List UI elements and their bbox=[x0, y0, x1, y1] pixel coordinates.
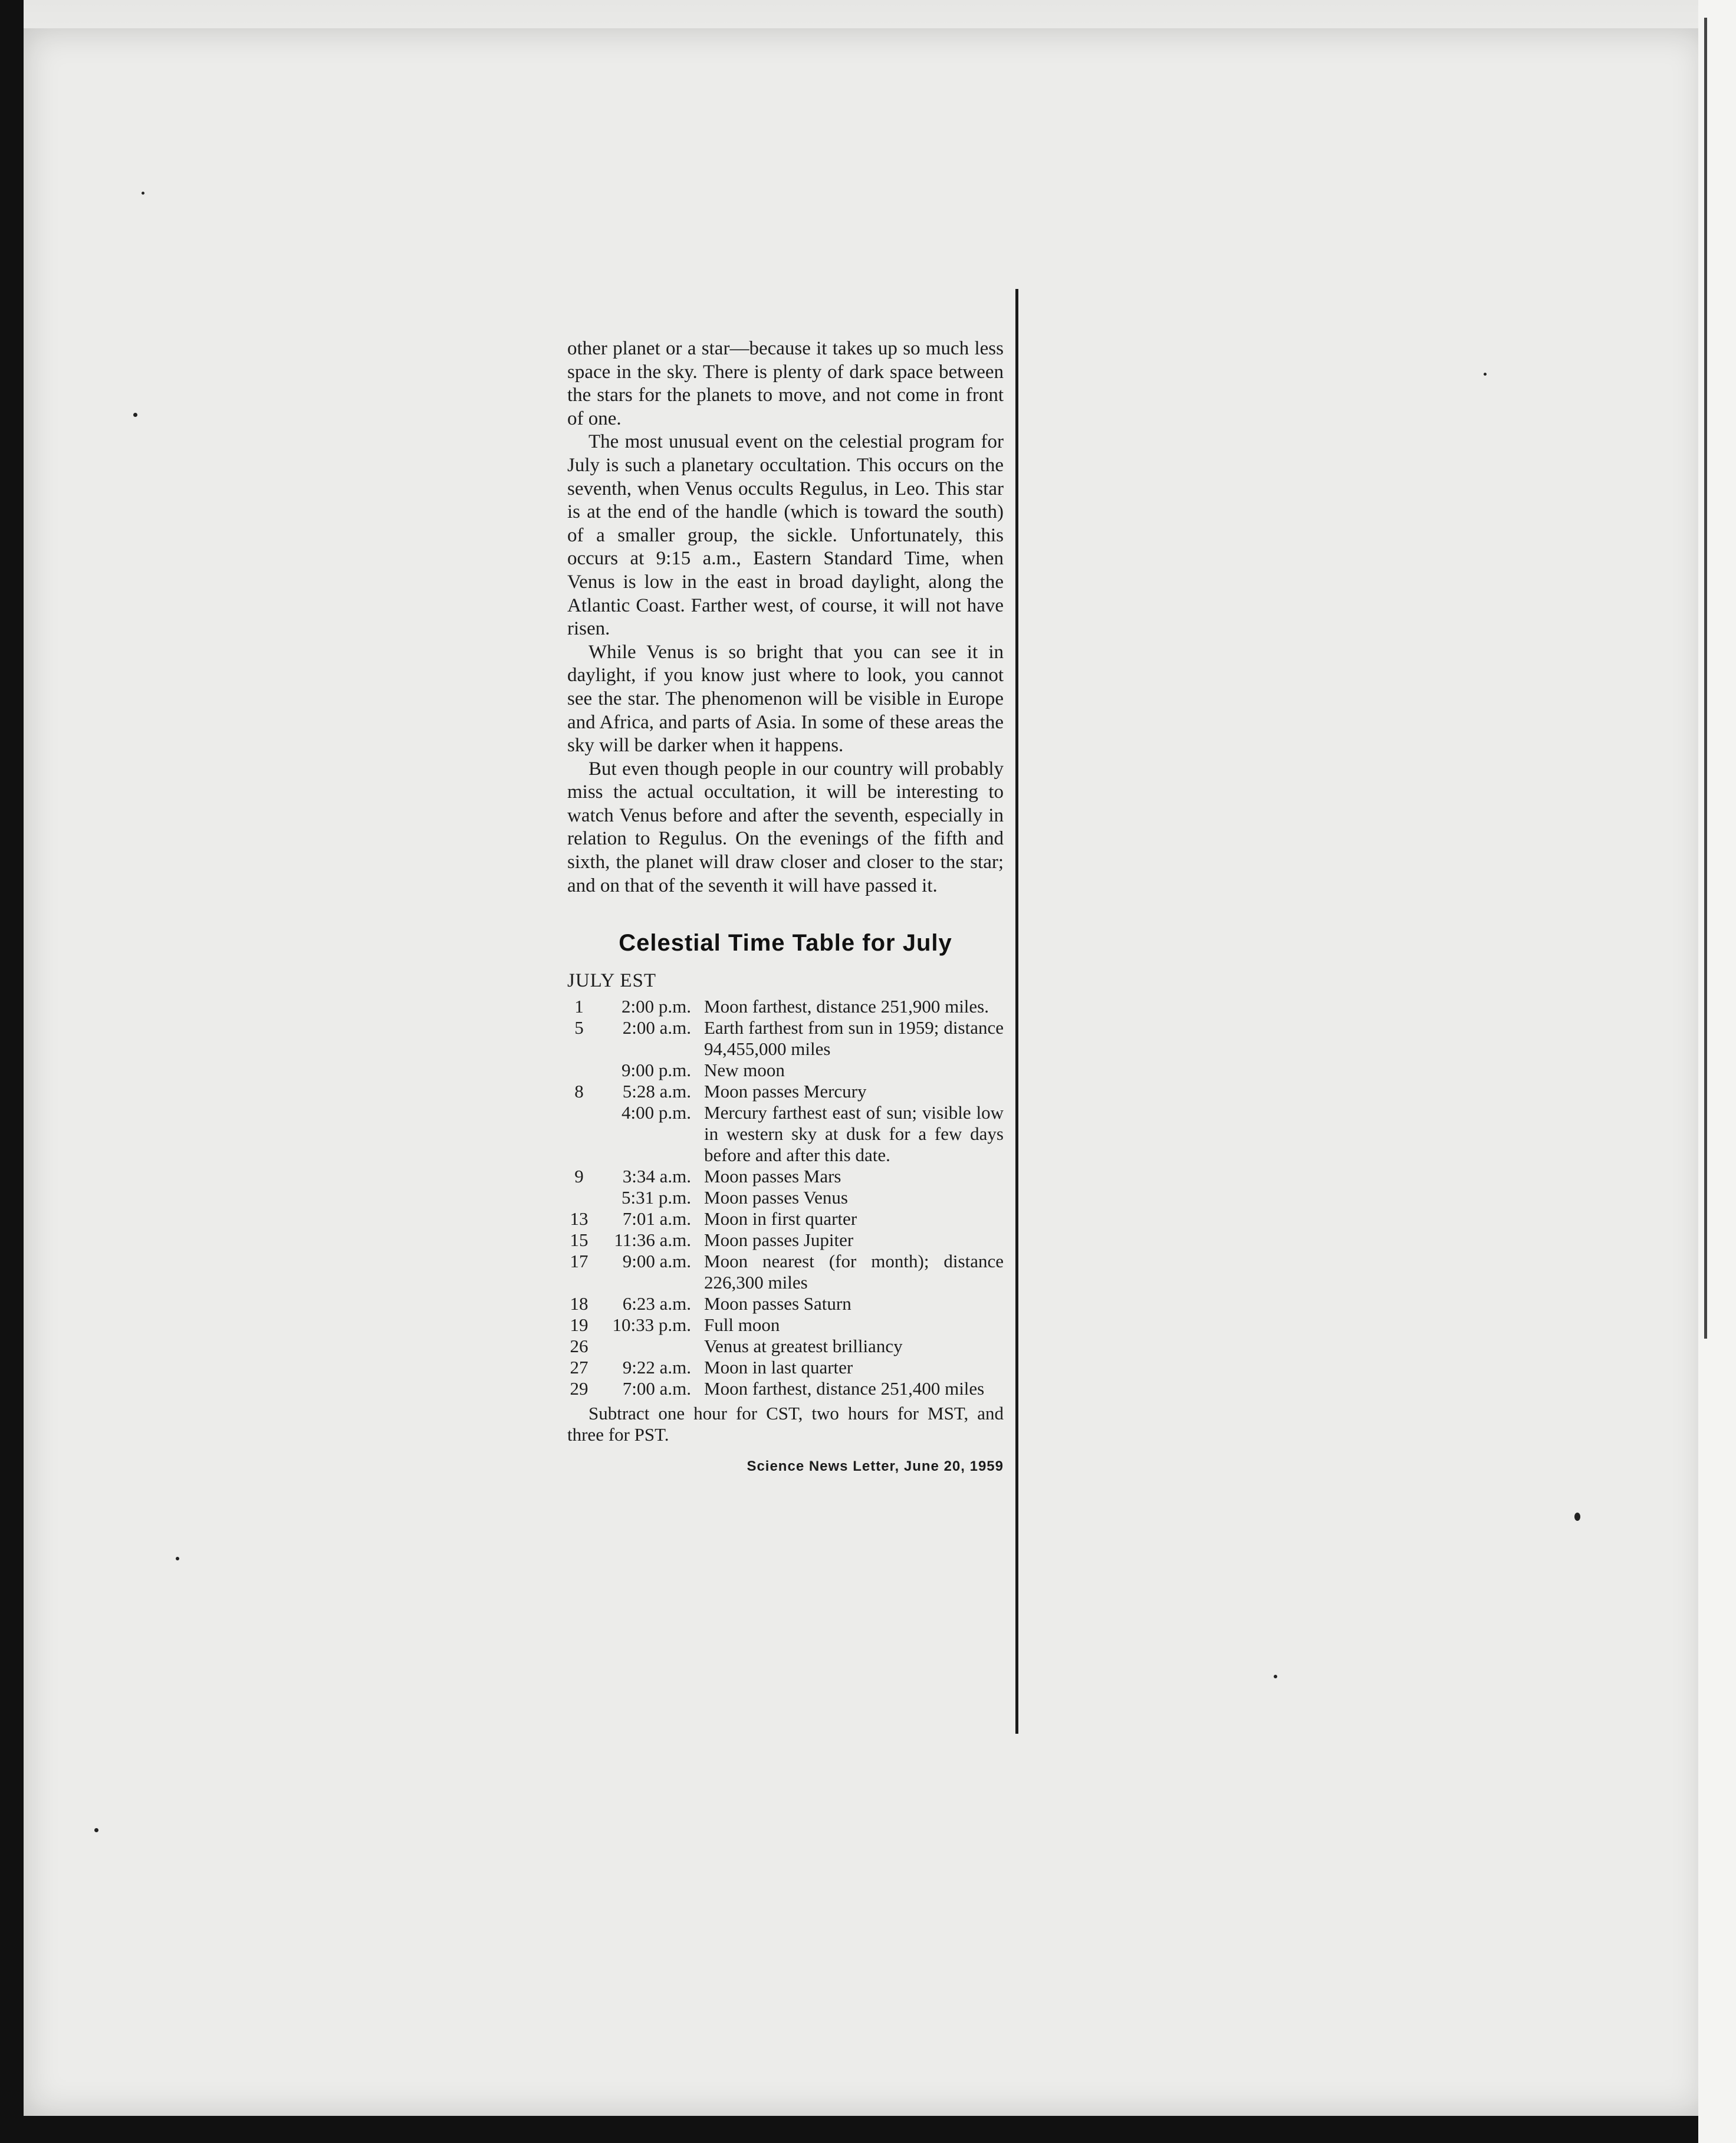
row-day: 13 bbox=[570, 1208, 588, 1230]
timetable-row bbox=[567, 1314, 1004, 1336]
article-paragraph: While Venus is so bright that you can see it in daylight, if you know just where to look, you cannot see the star. The phenomenon will be visible in Europe and Africa, and parts of Asia. In some of these areas the sky will be darker when it happens. bbox=[567, 641, 1004, 757]
row-event: Moon farthest, distance 251,400 miles bbox=[704, 1378, 985, 1399]
row-day: 19 bbox=[570, 1314, 588, 1336]
source-credit: Science News Letter, June 20, 1959 bbox=[747, 1458, 1004, 1475]
row-day: 1 bbox=[574, 996, 584, 1017]
dust-speck bbox=[1484, 373, 1487, 376]
timetable-row bbox=[567, 1230, 1004, 1251]
timetable-row bbox=[567, 1060, 1004, 1081]
dust-speck bbox=[94, 1828, 98, 1832]
row-event: Moon nearest (for month); distance 226,300 miles bbox=[704, 1251, 1004, 1293]
timetable-row bbox=[567, 1166, 1004, 1187]
dust-speck bbox=[176, 1557, 179, 1560]
timetable-row bbox=[567, 996, 1004, 1017]
row-time: 11:36 a.m. bbox=[614, 1230, 691, 1251]
row-event: Earth farthest from sun in 1959; distance 94,455,000 miles bbox=[704, 1017, 1004, 1060]
row-event: Moon passes Saturn bbox=[704, 1293, 851, 1314]
row-event: Moon in first quarter bbox=[704, 1208, 857, 1230]
column-rule bbox=[1015, 289, 1018, 1734]
timetable-row bbox=[567, 1357, 1004, 1378]
row-time: 4:00 p.m. bbox=[622, 1102, 691, 1123]
row-time: 10:33 p.m. bbox=[612, 1314, 691, 1336]
row-day: 5 bbox=[574, 1017, 584, 1038]
article-paragraph: But even though people in our country will probably miss the actual occultation, it will be interesting to watch Venus before and after the seventh, especially in relation to Regulus. On the evenings of the fifth and sixth, the planet will draw closer and closer to the star; and on that of the seventh it will have passed it. bbox=[567, 758, 1004, 896]
row-event: Mercury farthest east of sun; visible low in western sky at dusk for a few days before and after this date. bbox=[704, 1102, 1004, 1166]
row-event: Venus at greatest brilliancy bbox=[704, 1336, 903, 1357]
dust-speck bbox=[1274, 1675, 1277, 1678]
row-time: 2:00 a.m. bbox=[622, 1017, 691, 1038]
timetable-row bbox=[567, 1251, 1004, 1293]
timetable-row bbox=[567, 1336, 1004, 1357]
row-event: Moon passes Mercury bbox=[704, 1081, 867, 1102]
article-paragraph: other planet or a star—because it takes up so much less space in the sky. There is plenty of dark space between the stars for the planets to move, and not come in front of one. bbox=[567, 338, 1004, 429]
row-day: 26 bbox=[570, 1336, 588, 1357]
row-event: Moon in last quarter bbox=[704, 1357, 853, 1378]
row-event: New moon bbox=[704, 1060, 785, 1081]
timetable-row bbox=[567, 1208, 1004, 1230]
row-day bbox=[567, 1060, 591, 1081]
dust-speck bbox=[133, 413, 137, 417]
row-time: 9:22 a.m. bbox=[622, 1357, 691, 1378]
row-time: 5:31 p.m. bbox=[622, 1187, 691, 1208]
article-column bbox=[567, 337, 1004, 1478]
row-time: 7:01 a.m. bbox=[622, 1208, 691, 1230]
row-event: Full moon bbox=[704, 1314, 780, 1336]
row-time: 2:00 p.m. bbox=[622, 996, 691, 1017]
timetable-row bbox=[567, 1102, 1004, 1166]
dust-speck bbox=[1574, 1513, 1580, 1521]
row-time: 9:00 p.m. bbox=[622, 1060, 691, 1081]
row-event: Moon passes Mars bbox=[704, 1166, 841, 1187]
row-day: 9 bbox=[574, 1166, 584, 1187]
row-day: 29 bbox=[570, 1378, 588, 1399]
timetable-title: Celestial Time Table for July bbox=[619, 930, 952, 957]
row-event: Moon passes Venus bbox=[704, 1187, 848, 1208]
timetable-row bbox=[567, 1293, 1004, 1314]
article-paragraph: The most unusual event on the celestial program for July is such a planetary occultation. This occurs on the seventh, when Venus occults Regulus, in Leo. This star is at the end of the handle (which is toward the south) of a smaller group, the sickle. Unfortunately, this occurs at 9:15 a.m., Eastern Standard Time, when Venus is low in the east in broad daylight, along the Atlantic Coast. Farther west, of course, it will not have risen. bbox=[567, 431, 1004, 640]
row-day: 17 bbox=[570, 1251, 588, 1272]
row-time: 9:00 a.m. bbox=[622, 1251, 691, 1272]
timetable-row bbox=[567, 1187, 1004, 1208]
timetable-column-header: JULY EST bbox=[567, 969, 657, 991]
dust-speck bbox=[142, 192, 144, 195]
timetable-row bbox=[567, 1378, 1004, 1399]
row-time: 5:28 a.m. bbox=[622, 1081, 691, 1102]
timetable-row bbox=[567, 1081, 1004, 1102]
right-edge-line bbox=[1704, 18, 1707, 1339]
row-day: 8 bbox=[574, 1081, 584, 1102]
timetable-list bbox=[567, 996, 1004, 1399]
timetable-row bbox=[567, 1017, 1004, 1060]
row-time: 3:34 a.m. bbox=[622, 1166, 691, 1187]
row-time: 7:00 a.m. bbox=[622, 1378, 691, 1399]
row-event: Moon farthest, distance 251,900 miles. bbox=[704, 996, 989, 1017]
row-time: 6:23 a.m. bbox=[622, 1293, 691, 1314]
row-day: 27 bbox=[570, 1357, 588, 1378]
row-time bbox=[591, 1336, 704, 1357]
timezone-note: Subtract one hour for CST, two hours for MST, and three for PST. bbox=[567, 1403, 1004, 1445]
row-day bbox=[567, 1102, 591, 1166]
row-event: Moon passes Jupiter bbox=[704, 1230, 854, 1251]
row-day: 15 bbox=[570, 1230, 588, 1251]
row-day bbox=[567, 1187, 591, 1208]
row-day: 18 bbox=[570, 1293, 588, 1314]
